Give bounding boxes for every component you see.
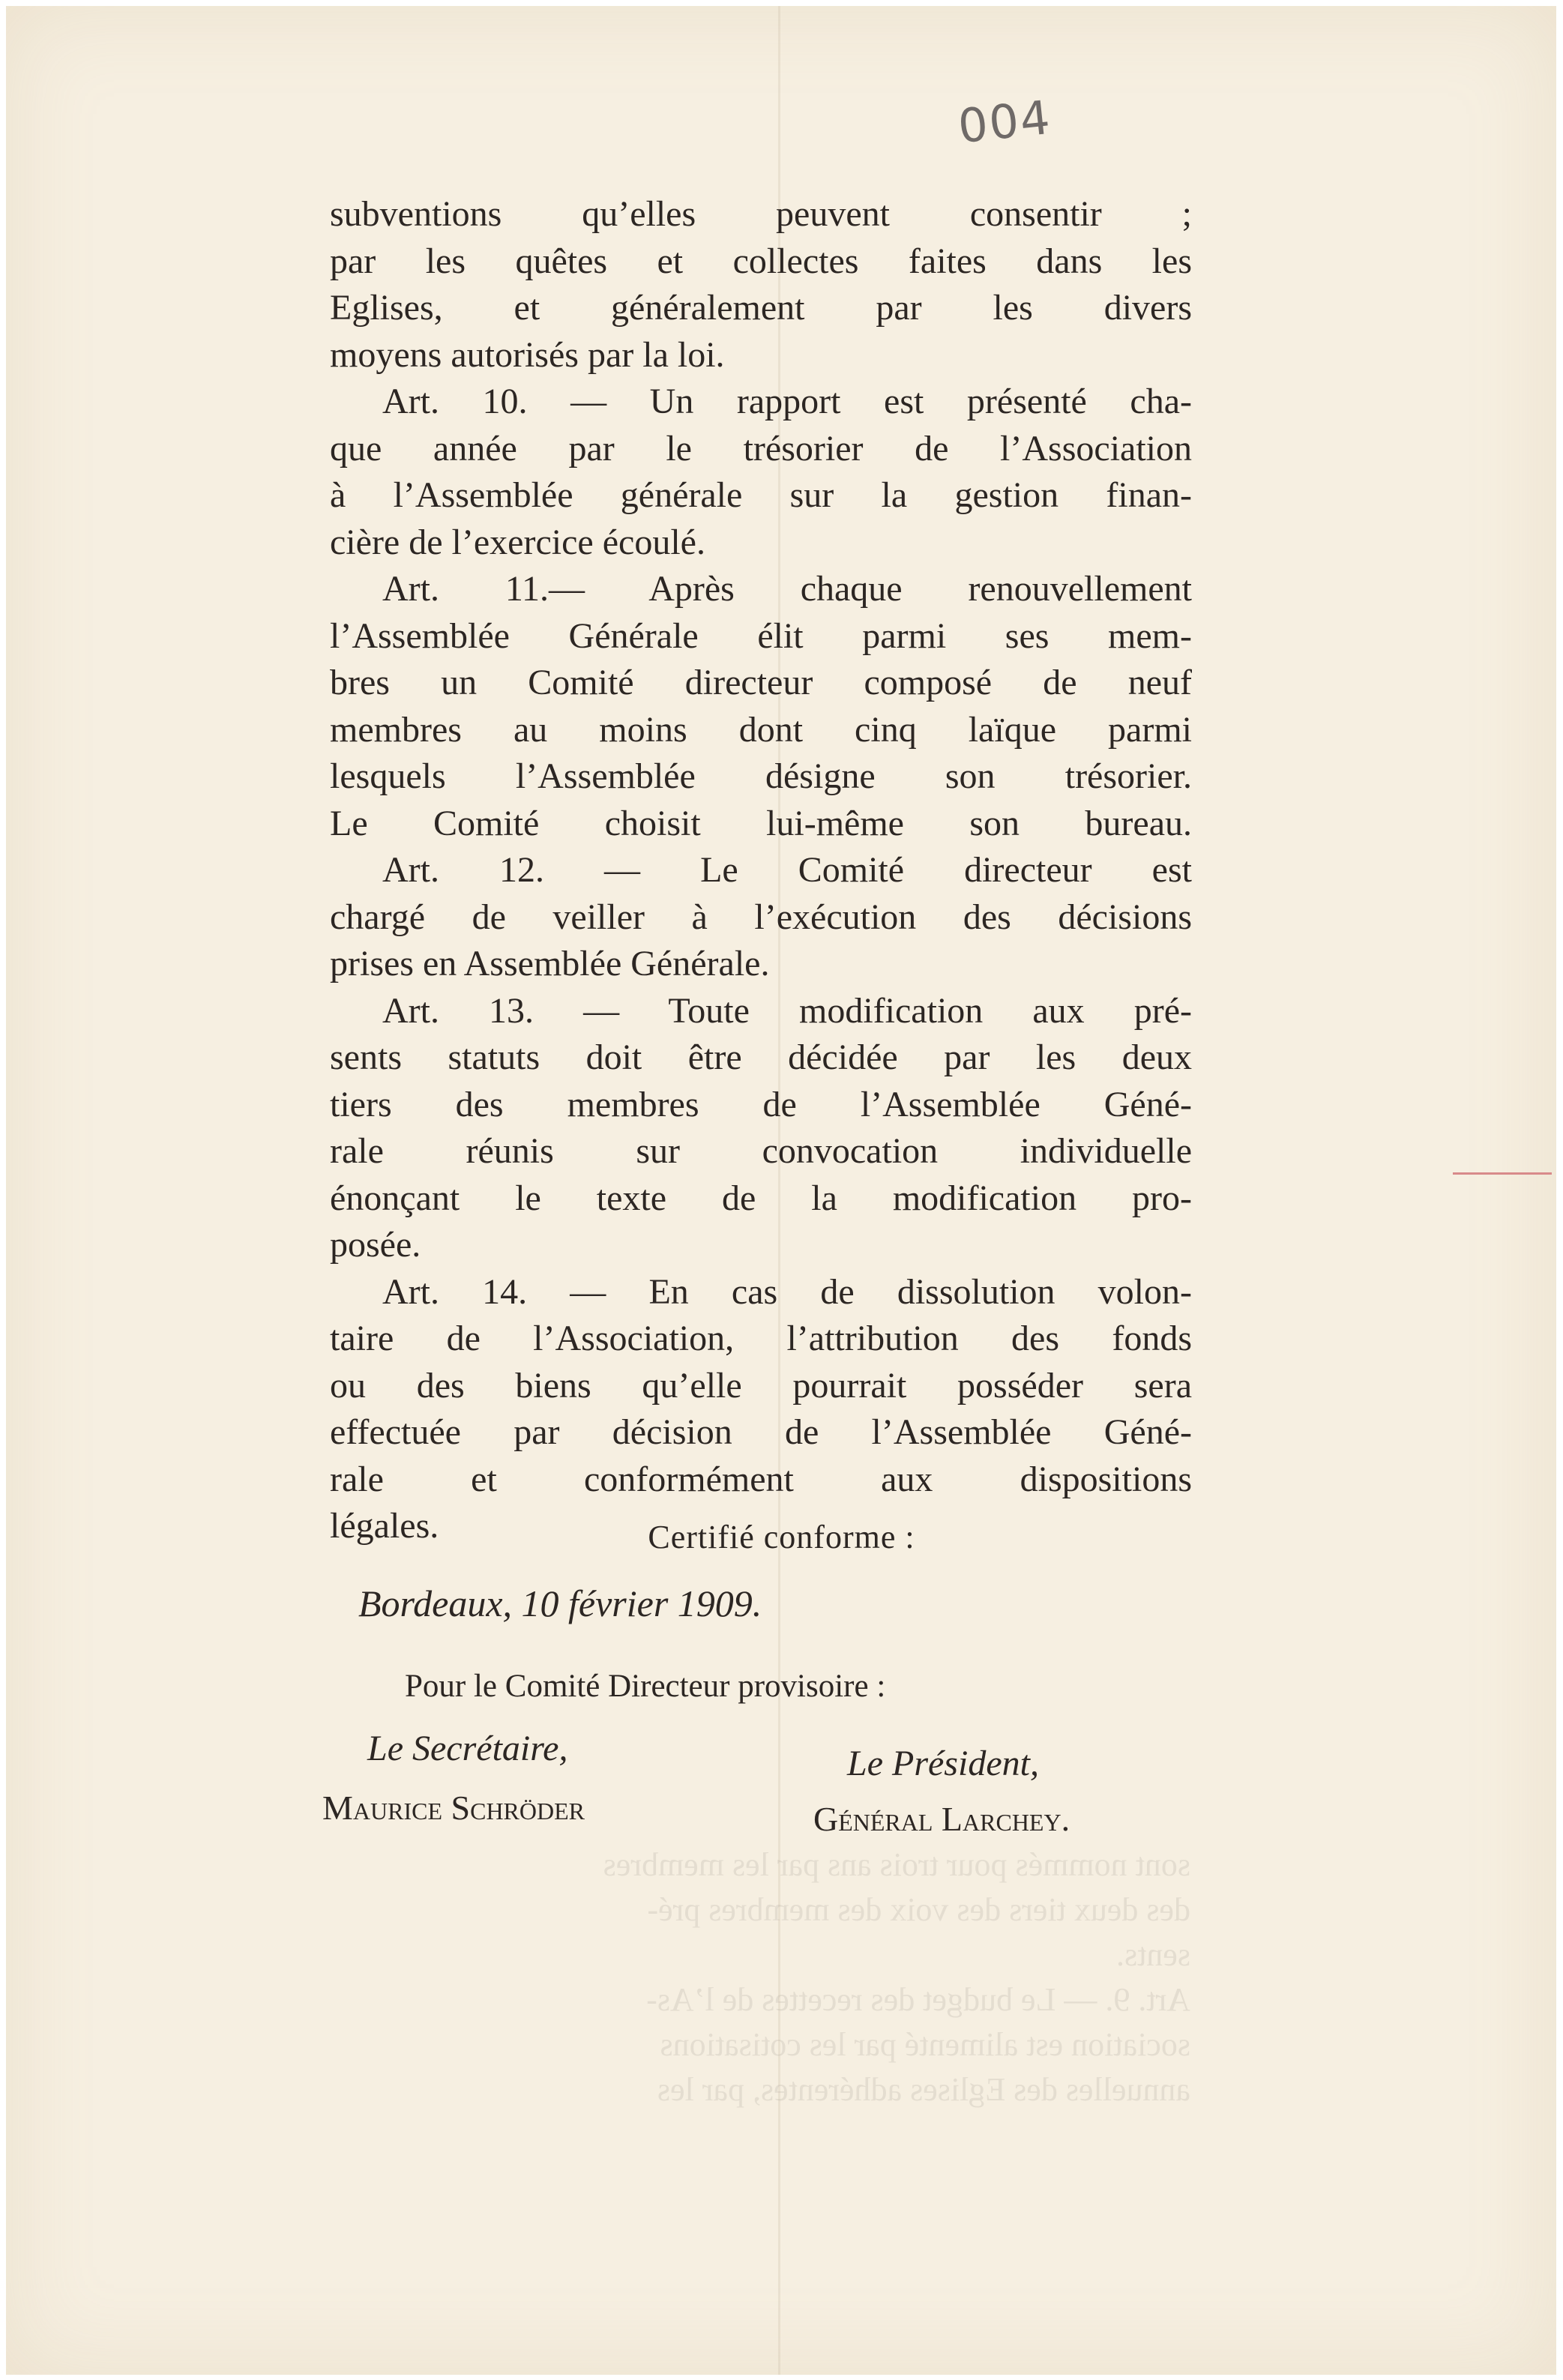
text-line: Art. 11.— Après chaque renouvellement	[382, 569, 1192, 609]
text-line: rale réunis sur convocation individuelle	[330, 1131, 1192, 1171]
president-title: Le Président,	[847, 1744, 1039, 1783]
text-line: subventions qu’elles peuvent consentir ;	[330, 194, 1192, 234]
articles-text	[330, 191, 1192, 1550]
text-line: Art. 14. — En cas de dissolution volon-	[382, 1271, 1192, 1312]
text-line: cière de l’exercice écoulé.	[330, 522, 705, 562]
text-line: l’Assemblée Générale élit parmi ses mem-	[330, 615, 1192, 656]
text-line: moyens autorisés par la loi.	[330, 334, 725, 375]
text-line: sents statuts doit être décidée par les deux	[330, 1037, 1192, 1077]
text-line: énonçant le texte de la modification pro-	[330, 1178, 1192, 1218]
text-line: lesquels l’Assemblée désigne son trésorier.	[330, 756, 1192, 796]
certification: Certifié conforme :	[648, 1519, 915, 1555]
text-line: membres au moins dont cinq laïque parmi	[330, 709, 1192, 750]
text-line: par les quêtes et collectes faites dans les	[330, 241, 1192, 281]
text-line: taire de l’Association, l’attribution des fonds	[330, 1319, 1192, 1358]
text-line: rale et conformément aux dispositions	[330, 1459, 1192, 1499]
text-line: posée.	[330, 1225, 421, 1265]
text-line: bres un Comité directeur composé de neuf	[330, 663, 1192, 702]
text-line: chargé de veiller à l’exécution des décisions	[330, 897, 1192, 937]
text-line: prises en Assemblée Générale.	[330, 944, 770, 983]
text-line: Art. 13. — Toute modification aux pré-	[382, 990, 1192, 1031]
secretary-title: Le Secrétaire,	[367, 1729, 568, 1768]
archive-number: 004	[955, 89, 1054, 154]
text-line: tiers des membres de l’Assemblée Géné-	[330, 1084, 1192, 1124]
text-line: Art. 10. — Un rapport est présenté cha-	[382, 382, 1192, 421]
secretary-name: Maurice Schröder	[322, 1789, 585, 1827]
text-line: que année par le trésorier de l’Association	[330, 428, 1192, 469]
text-line: légales.	[330, 1506, 439, 1546]
place-date: Bordeaux, 10 février 1909.	[358, 1582, 762, 1624]
text-line: effectuée par décision de l’Assemblée Géné-	[330, 1412, 1192, 1452]
text-line: à l’Assemblée générale sur la gestion finan-	[330, 475, 1192, 515]
show-through-text: sont nommés pour trois ans par les membres des deux tiers des voix des membres pré- sents. Art. 9. — Le budget des recettes de l’As- sociation est alimenté par les cotisations annuelles des Eglises adhérentes, par les	[603, 1846, 1190, 2108]
text-line: Le Comité choisit lui-même son bureau.	[330, 803, 1192, 843]
text-line: Eglises, et généralement par les divers	[330, 288, 1192, 328]
text-line: ou des biens qu’elle pourrait posséder sera	[330, 1365, 1192, 1406]
text-line: Art. 12. — Le Comité directeur est	[382, 850, 1192, 890]
president-name: Général Larchey.	[813, 1800, 1070, 1838]
red-pen-mark	[1453, 1172, 1552, 1175]
committee-heading: Pour le Comité Directeur provisoire :	[405, 1669, 886, 1704]
